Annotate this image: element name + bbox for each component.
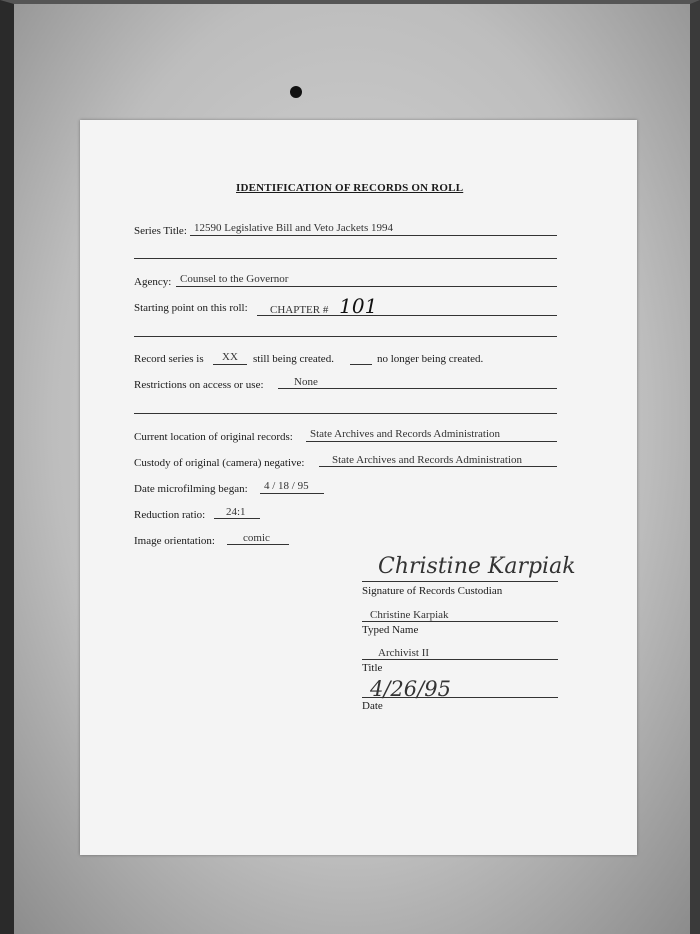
current-location-field: State Archives and Records Administration <box>306 428 557 442</box>
custody-row <box>134 457 304 469</box>
typed-name-line <box>362 621 558 622</box>
starting-point-handwritten: 101 <box>339 294 378 316</box>
date-began-row <box>134 483 248 495</box>
reduction-label: Reduction ratio: <box>134 509 206 521</box>
record-series-longer-text: no longer being created. <box>377 353 484 365</box>
orientation-row <box>134 535 215 547</box>
record-series-longer-blank <box>350 351 372 365</box>
restrictions-field: None <box>278 376 557 389</box>
starting-point-field <box>257 294 557 316</box>
current-location-row <box>134 431 293 443</box>
starting-point-label: Starting point on this roll: <box>134 302 248 314</box>
record-series-label: Record series is <box>134 353 204 365</box>
date-began-field: 4 / 18 / 95 <box>260 480 324 494</box>
starting-point-row <box>134 302 248 314</box>
record-series-row <box>134 353 204 365</box>
signature-label: Signature of Records Custodian <box>362 585 503 597</box>
record-series-created-text: still being created. <box>253 353 334 365</box>
orientation-field: comic <box>227 532 289 545</box>
record-series-created-mark: XX <box>213 351 247 365</box>
reduction-row <box>134 509 205 521</box>
title-label: Title <box>362 662 383 674</box>
series-title-extra-line <box>134 258 557 259</box>
current-location-label: Current location of original records: <box>134 431 293 443</box>
restrictions-label: Restrictions on access or use: <box>134 379 264 391</box>
custodian-signature-handwritten: Christine Karpiak <box>378 554 576 579</box>
restrictions-extra-line <box>134 413 557 414</box>
series-title-label: Series Title: <box>134 225 187 237</box>
agency-label: Agency: <box>134 276 172 288</box>
custody-field: State Archives and Records Administration <box>319 454 557 467</box>
orientation-label: Image orientation: <box>134 535 215 547</box>
starting-point-extra-line <box>134 336 557 337</box>
series-title-row <box>134 225 187 237</box>
film-speck <box>290 86 302 98</box>
records-form-sheet <box>80 120 637 855</box>
custody-label: Custody of original (camera) negative: <box>134 457 305 469</box>
reduction-field: 24:1 <box>214 506 260 519</box>
title-line <box>362 659 558 660</box>
date-handwritten: 4/26/95 <box>370 677 451 701</box>
date-began-label: Date microfilming began: <box>134 483 248 495</box>
typed-name-label: Typed Name <box>362 624 419 636</box>
form-title: IDENTIFICATION OF RECORDS ON ROLL <box>236 182 464 194</box>
agency-row <box>134 276 171 288</box>
title-value: Archivist II <box>378 647 430 659</box>
date-line <box>362 697 558 698</box>
restrictions-row <box>134 379 264 391</box>
signature-line <box>362 581 558 582</box>
agency-field: Counsel to the Governor <box>176 273 557 287</box>
starting-point-value: CHAPTER # <box>270 304 329 316</box>
series-title-field: 12590 Legislative Bill and Veto Jackets 1994 <box>190 222 557 236</box>
date-label: Date <box>362 700 383 712</box>
typed-name-value: Christine Karpiak <box>370 609 449 621</box>
